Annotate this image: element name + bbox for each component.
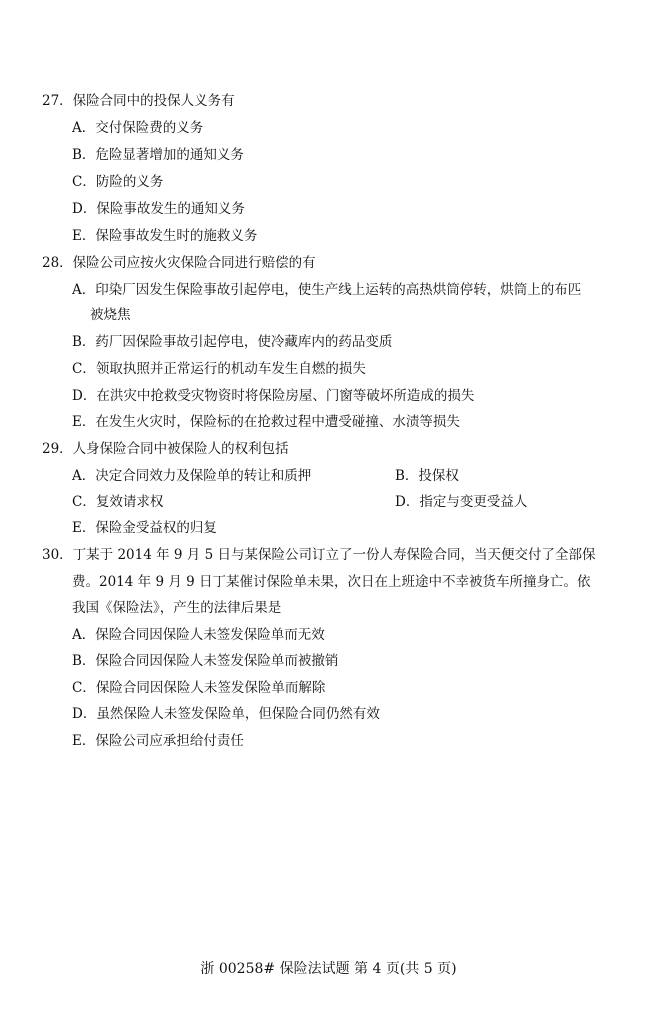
page-footer: 浙 00258# 保险法试题 第 4 页(共 5 页)	[200, 961, 457, 977]
question-28-option-a-continued: 被烧焦	[90, 307, 131, 323]
question-27-option-c: C．防险的义务	[72, 174, 164, 190]
question-28-option-a: A．印染厂因发生保险事故引起停电，使生产线上运转的高热烘筒停转，烘筒上的布匹	[72, 282, 582, 298]
question-30-stem-line-1: 30．丁某于 2014 年 9 月 5 日与某保险公司订立了一份人寿保险合同，当天便交付了全部保	[42, 547, 596, 563]
question-29-option-b: B．投保权	[395, 468, 459, 484]
question-27-option-e: E．保险事故发生时的施救义务	[72, 228, 258, 244]
question-30-stem-line-2: 费。2014 年 9 月 9 日丁某催讨保险单未果，次日在上班途中不幸被货车所撞身亡。依	[72, 574, 591, 590]
question-28-option-d: D．在洪灾中抢救受灾物资时将保险房屋、门窗等破坏所造成的损失	[72, 388, 475, 404]
question-27-option-b: B．危险显著增加的通知义务	[72, 147, 244, 163]
question-30-option-a: A．保险合同因保险人未签发保险单而无效	[72, 627, 325, 643]
question-28-option-b: B．药厂因保险事故引起停电，使冷藏库内的药品变质	[72, 334, 393, 350]
question-28-option-c: C．领取执照并正常运行的机动车发生自燃的损失	[72, 361, 366, 377]
question-29-option-e: E．保险金受益权的归复	[72, 520, 217, 536]
question-29-option-a: A．决定合同效力及保险单的转让和质押	[72, 468, 312, 484]
question-30-option-b: B．保险合同因保险人未签发保险单而被撤销	[72, 653, 339, 669]
question-29-option-d: D．指定与变更受益人	[395, 494, 528, 510]
question-30-option-d: D．虽然保险人未签发保险单，但保险合同仍然有效	[72, 706, 380, 722]
question-27-option-d: D．保险事故发生的通知义务	[72, 201, 245, 217]
question-27-option-a: A．交付保险费的义务	[72, 120, 204, 136]
question-27-stem: 27．保险合同中的投保人义务有	[42, 93, 235, 109]
question-30-option-c: C．保险合同因保险人未签发保险单而解除	[72, 680, 326, 696]
question-28-stem: 28．保险公司应按火灾保险合同进行赔偿的有	[42, 255, 316, 271]
question-29-stem: 29．人身保险合同中被保险人的权利包括	[42, 441, 289, 457]
question-28-option-e: E．在发生火灾时，保险标的在抢救过程中遭受碰撞、水渍等损失	[72, 414, 460, 430]
question-30-stem-line-3: 我国《保险法》，产生的法律后果是	[72, 600, 282, 616]
question-29-option-c: C．复效请求权	[72, 494, 164, 510]
question-30-option-e: E．保险公司应承担给付责任	[72, 733, 244, 749]
